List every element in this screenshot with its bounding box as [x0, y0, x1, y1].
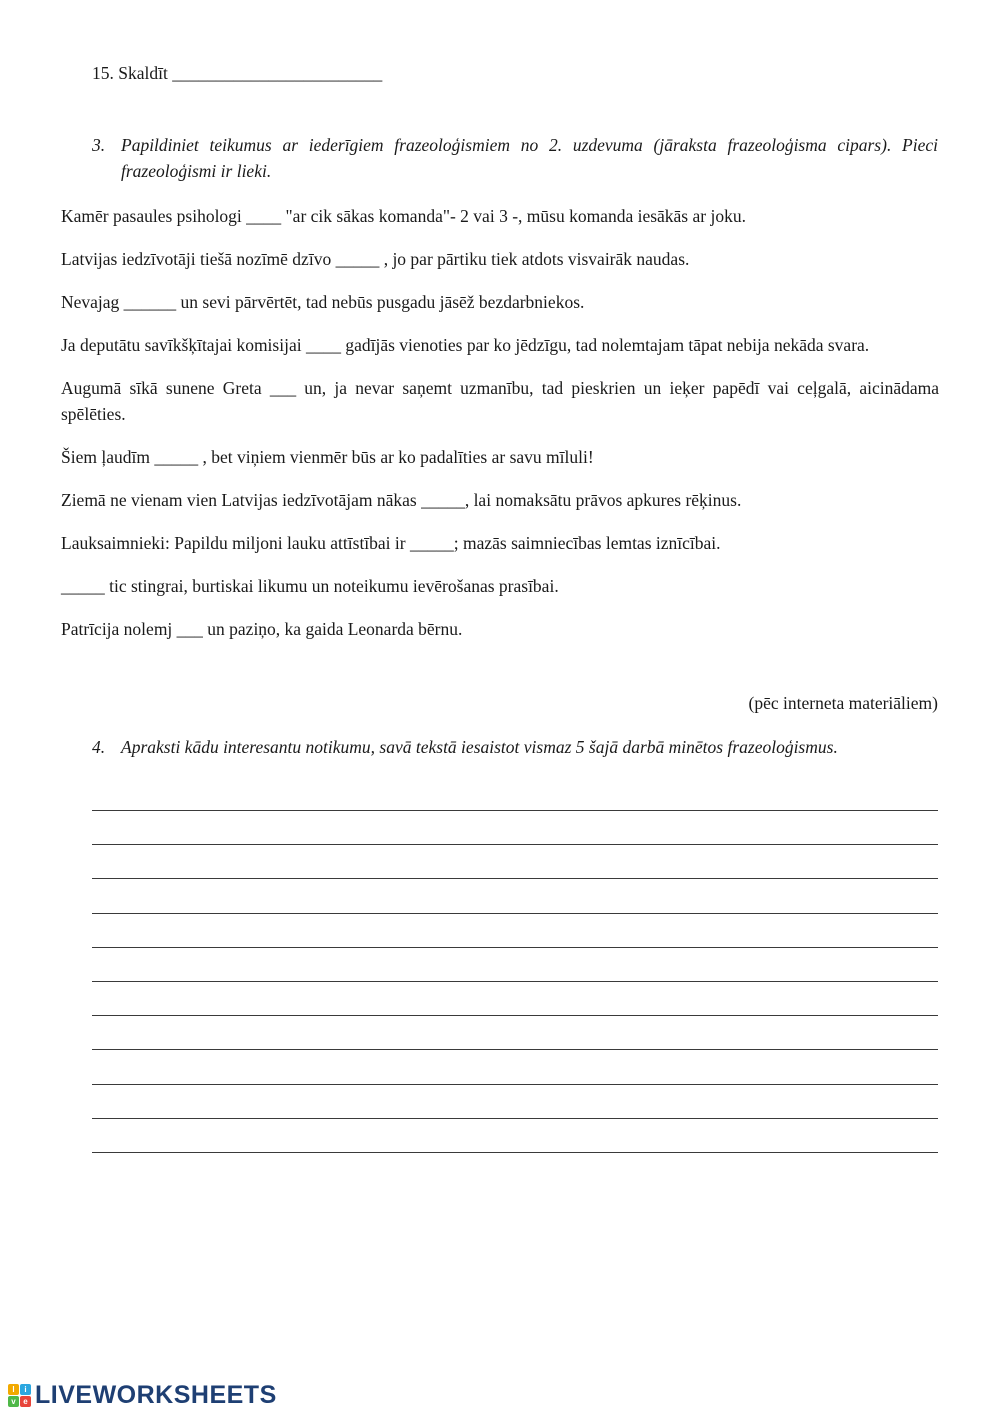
sentence-6: Šiem ļaudīm _____ , bet viņiem vienmēr būs ar ko padalīties ar savu mīluli! [61, 447, 594, 467]
writing-line[interactable] [92, 1118, 938, 1152]
logo-tile: v [8, 1396, 19, 1407]
source-note: (pēc interneta materiāliem) [748, 693, 938, 713]
writing-line[interactable] [92, 913, 938, 947]
sentence-3: Nevajag ______ un sevi pārvērtēt, tad nebūs pusgadu jāsēž bezdarbniekos. [61, 292, 585, 312]
writing-line[interactable] [92, 1084, 938, 1118]
sentence-2: Latvijas iedzīvotāji tiešā nozīmē dzīvo _____ , jo par pārtiku tiek atdots visvairāk naudas. [61, 249, 690, 269]
sentence-4: Ja deputātu savīkšķītajai komisijai ____ gadījās vienoties par ko jēdzīgu, tad nolemtajam tāpat nebija nekāda svara. [61, 335, 870, 355]
sentence-9: _____ tic stingrai, burtiskai likumu un noteikumu ievērošanas prasībai. [61, 576, 559, 596]
sentence-5: Augumā sīkā sunene Greta ___ un, ja nevar saņemt uzmanību, tad pieskrien un ieķer papēdī vai ceļgalā, aicinādama spēlēties. [61, 378, 939, 424]
sentence-7: Ziemā ne vienam vien Latvijas iedzīvotājam nākas _____, lai nomaksātu prāvos apkures rēķinus. [61, 490, 742, 510]
writing-line[interactable] [92, 1152, 938, 1186]
logo-tile: e [20, 1396, 31, 1407]
writing-line[interactable] [92, 981, 938, 1015]
writing-line[interactable] [92, 1015, 938, 1049]
writing-line[interactable] [92, 810, 938, 844]
sentence-8: Lauksaimnieki: Papildu miljoni lauku attīstībai ir _____; mazās saimniecības lemtas iznīcībai. [61, 533, 721, 553]
task-4-number: 4. [92, 737, 106, 757]
liveworksheets-logo-icon [8, 1384, 31, 1407]
writing-line[interactable] [92, 1049, 938, 1083]
item-15: 15. Skaldīt ________________________ [92, 63, 383, 83]
task-3-instructions: Papildiniet teikumus ar iederīgiem frazeoloģismiem no 2. uzdevuma (jāraksta frazeoloģisma cipars). Pieci frazeoloģismi ir lieki. [121, 135, 938, 181]
logo-tile: l [8, 1384, 19, 1395]
liveworksheets-logo-text: LIVEWORKSHEETS [35, 1381, 277, 1409]
logo-tile: i [20, 1384, 31, 1395]
sentence-10: Patrīcija nolemj ___ un paziņo, ka gaida Leonarda bērnu. [61, 619, 463, 639]
task-3 [92, 132, 938, 184]
writing-line[interactable] [92, 878, 938, 912]
task-4 [92, 734, 938, 760]
liveworksheets-logo [8, 1382, 277, 1408]
writing-line[interactable] [92, 947, 938, 981]
task-4-instructions: Apraksti kādu interesantu notikumu, savā tekstā iesaistot vismaz 5 šajā darbā minētos frazeoloģismus. [121, 737, 838, 757]
writing-area[interactable] [92, 810, 938, 1186]
task-3-number: 3. [92, 135, 106, 155]
sentence-1: Kamēr pasaules psihologi ____ "ar cik sākas komanda"- 2 vai 3 -, mūsu komanda iesākās ar joku. [61, 206, 746, 226]
sentence-list [61, 203, 939, 659]
writing-line[interactable] [92, 844, 938, 878]
